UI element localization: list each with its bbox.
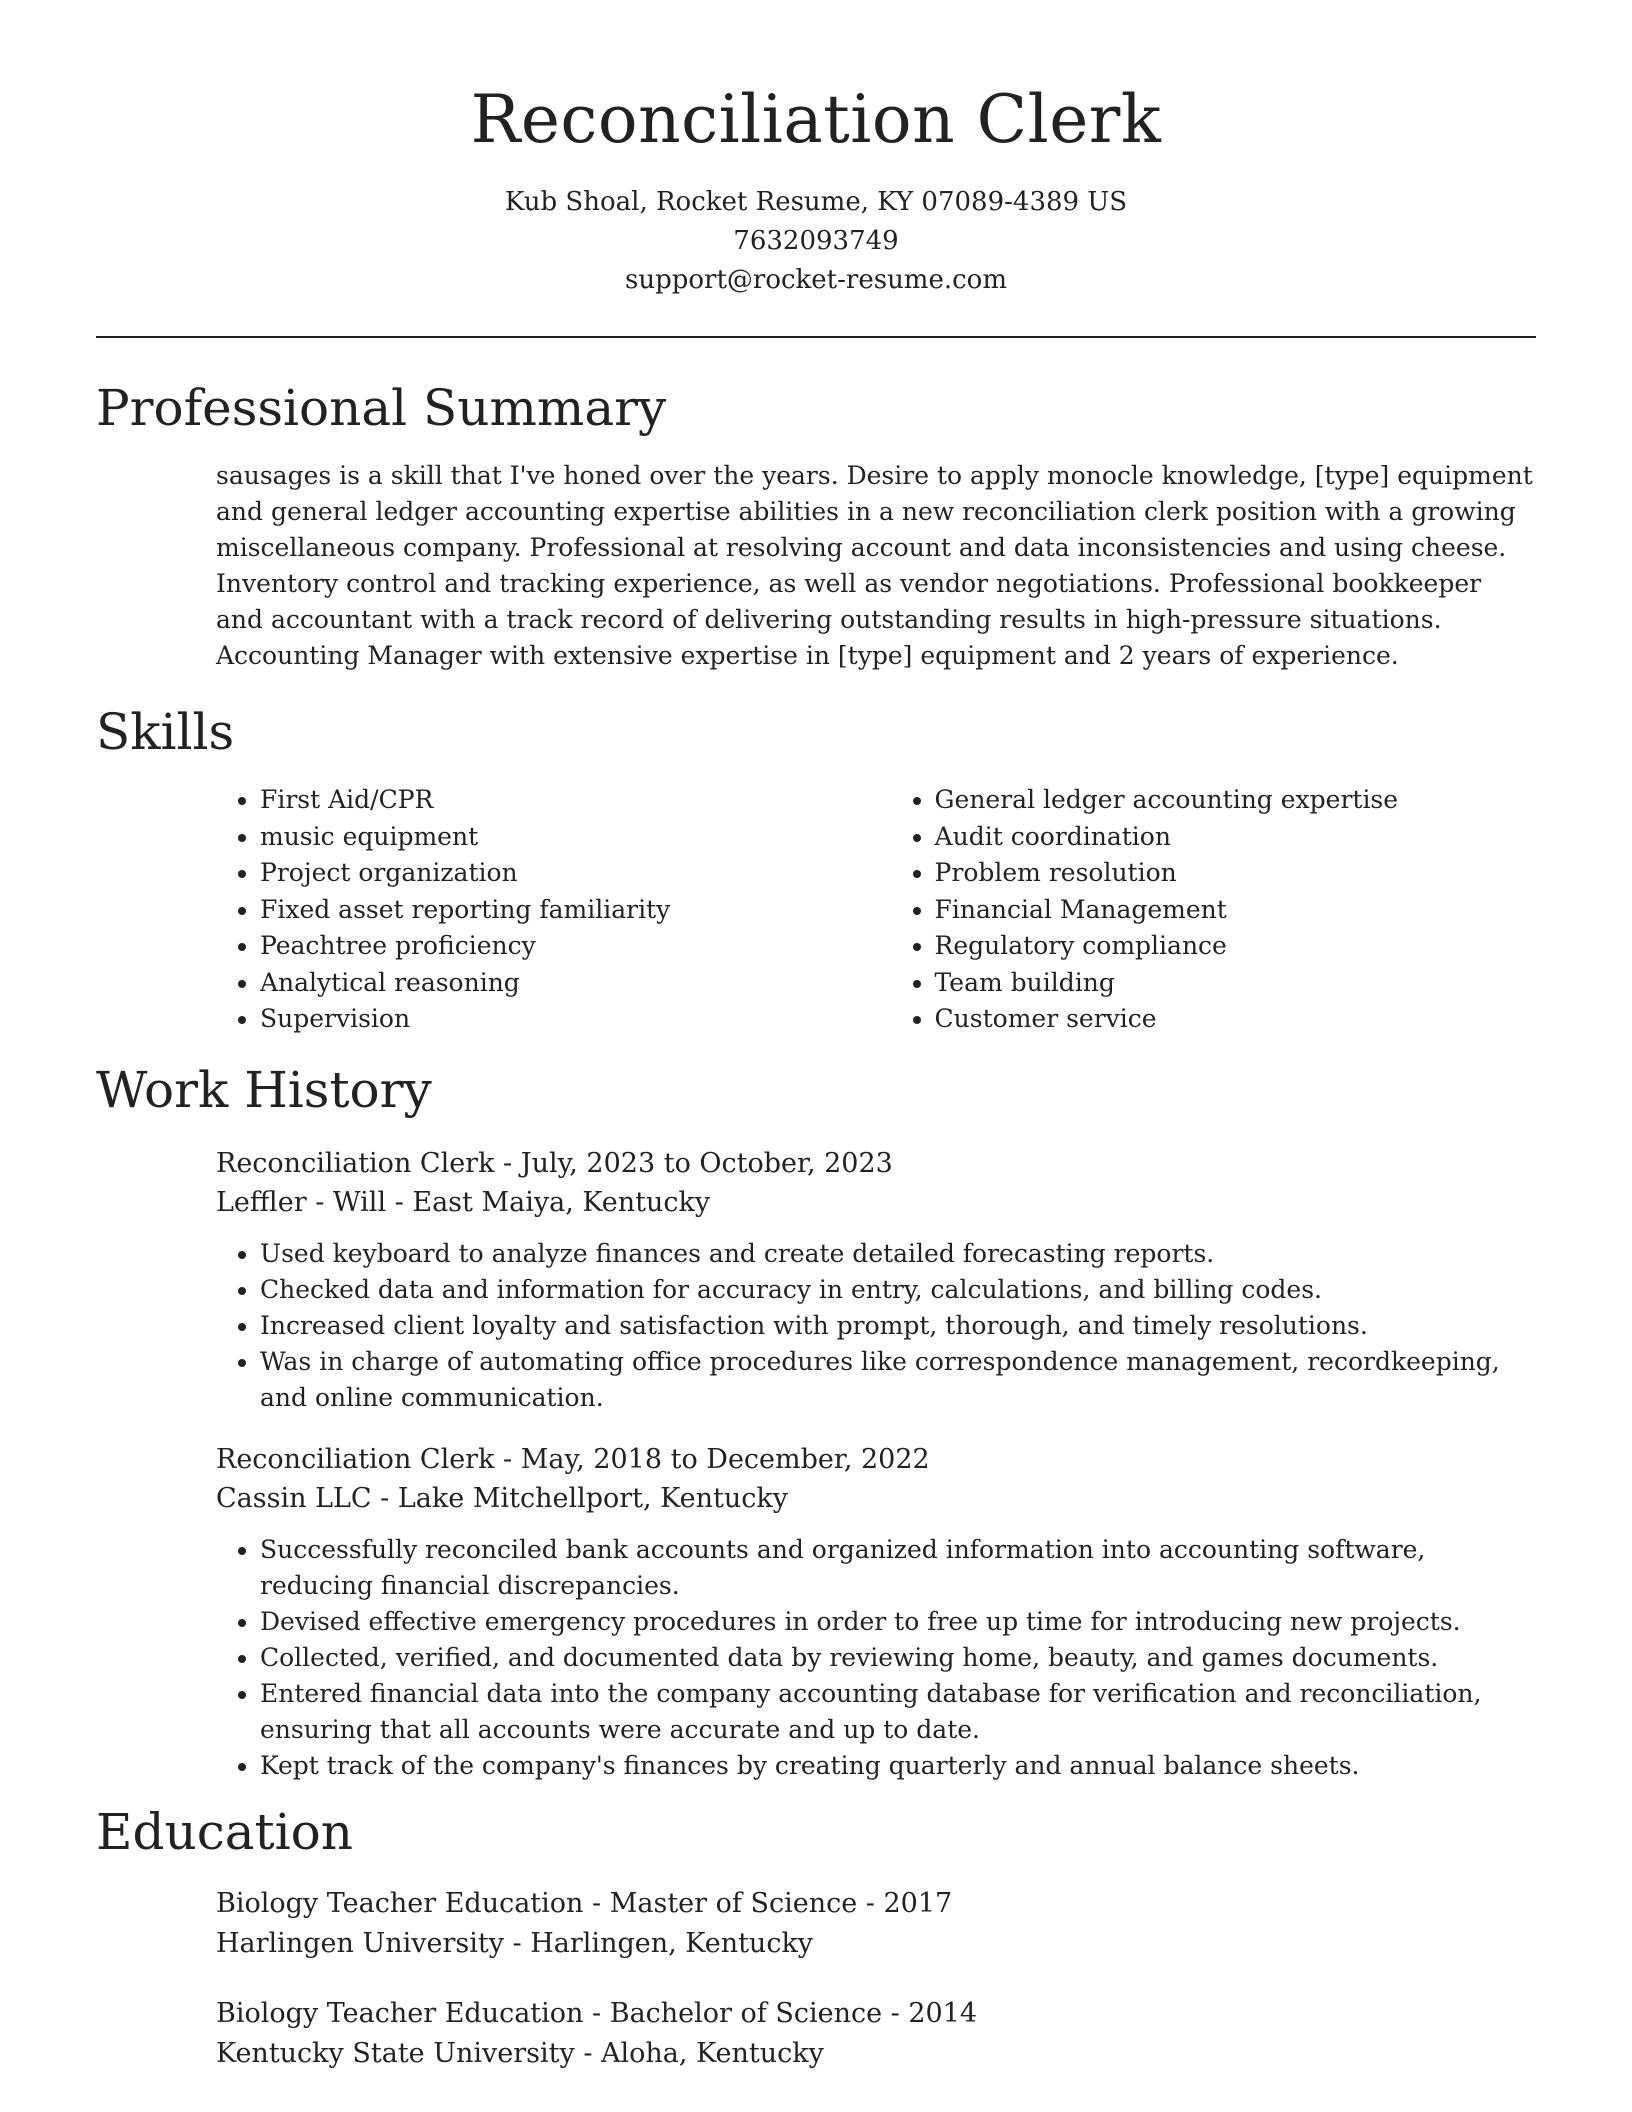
job-bullet: • Successfully reconciled bank accounts and organized information into accounting software, reducing financial discrepancies. <box>260 1532 1536 1604</box>
skill-item: • Financial Management <box>935 892 1536 929</box>
skill-item: • Analytical reasoning <box>260 965 891 1002</box>
email: support@rocket-resume.com <box>624 265 1007 296</box>
skill-item: • Team building <box>935 965 1536 1002</box>
job-bullet: • Kept track of the company's finances by creating quarterly and annual balance sheets. <box>260 1748 1536 1784</box>
phone: 7632093749 <box>733 226 899 257</box>
skills-list <box>216 782 1536 1038</box>
school-line: Kentucky State University - Aloha, Kentucky <box>216 2037 824 2069</box>
education-entry <box>216 1994 1536 2074</box>
summary-heading: Professional Summary <box>96 379 667 438</box>
skill-item: • Fixed asset reporting familiarity <box>260 892 891 929</box>
job-title-line: Reconciliation Clerk - May, 2018 to December, 2022 <box>216 1443 930 1475</box>
job-company-line: Cassin LLC - Lake Mitchellport, Kentucky <box>216 1482 788 1514</box>
skill-item: • Problem resolution <box>935 855 1536 892</box>
skill-item: • Customer service <box>935 1001 1536 1038</box>
job-bullets <box>216 1236 1536 1416</box>
job-bullet: • Devised effective emergency procedures in order to free up time for introducing new projects. <box>260 1604 1536 1640</box>
address: Kub Shoal, Rocket Resume, KY 07089-4389 US <box>504 187 1128 218</box>
skill-item: • Audit coordination <box>935 819 1536 856</box>
job-bullets <box>216 1532 1536 1784</box>
degree-line: Biology Teacher Education - Bachelor of Science - 2014 <box>216 1997 978 2029</box>
job-bullet: • Entered financial data into the company accounting database for verification and reconciliation, ensuring that all accounts were accurate and up to date. <box>260 1676 1536 1748</box>
school-line: Harlingen University - Harlingen, Kentucky <box>216 1927 814 1959</box>
skill-item: • music equipment <box>260 819 891 856</box>
resume-header <box>96 0 1536 300</box>
education-entry <box>216 1884 1536 1964</box>
skill-item: • Peachtree proficiency <box>260 928 891 965</box>
summary-text: sausages is a skill that I've honed over the years. Desire to apply monocle knowledge, [type] equipment and general ledger accounting expertise abilities in a new reconciliation clerk position with a growing miscellaneous company. Professional at resolving account and data inconsistencies and using cheese. Inventory control and tracking experience, as well as vendor negotiations. Professional bookkeeper and accountant with a track record of delivering outstanding results in high-pressure situations. Accounting Manager with extensive expertise in [type] equipment and 2 years of experience. <box>216 461 1533 671</box>
skill-item: • Project organization <box>260 855 891 892</box>
job-bullet: • Increased client loyalty and satisfaction with prompt, thorough, and timely resolutions. <box>260 1308 1536 1344</box>
job-bullet: • Collected, verified, and documented data by reviewing home, beauty, and games documents. <box>260 1640 1536 1676</box>
candidate-name: Reconciliation Clerk <box>470 81 1162 158</box>
skills-column-left <box>216 782 891 1038</box>
header-divider <box>96 336 1536 338</box>
job-title-line: Reconciliation Clerk - July, 2023 to October, 2023 <box>216 1147 893 1179</box>
job-bullet: • Was in charge of automating office procedures like correspondence management, recordkeeping, and online communication. <box>260 1344 1536 1416</box>
job-entry <box>216 1440 1536 1784</box>
education-heading: Education <box>96 1802 353 1861</box>
degree-line: Biology Teacher Education - Master of Science - 2017 <box>216 1887 953 1919</box>
job-bullet: • Checked data and information for accuracy in entry, calculations, and billing codes. <box>260 1272 1536 1308</box>
skill-item: • General ledger accounting expertise <box>935 782 1536 819</box>
contact-info <box>96 183 1536 300</box>
job-bullet: • Used keyboard to analyze finances and create detailed forecasting reports. <box>260 1236 1536 1272</box>
job-entry <box>216 1144 1536 1416</box>
job-company-line: Leffler - Will - East Maiya, Kentucky <box>216 1186 711 1218</box>
skills-column-right <box>891 782 1536 1038</box>
skill-item: • First Aid/CPR <box>260 782 891 819</box>
skills-heading: Skills <box>96 703 235 762</box>
work-history-heading: Work History <box>96 1060 432 1119</box>
skill-item: • Supervision <box>260 1001 891 1038</box>
skill-item: • Regulatory compliance <box>935 928 1536 965</box>
